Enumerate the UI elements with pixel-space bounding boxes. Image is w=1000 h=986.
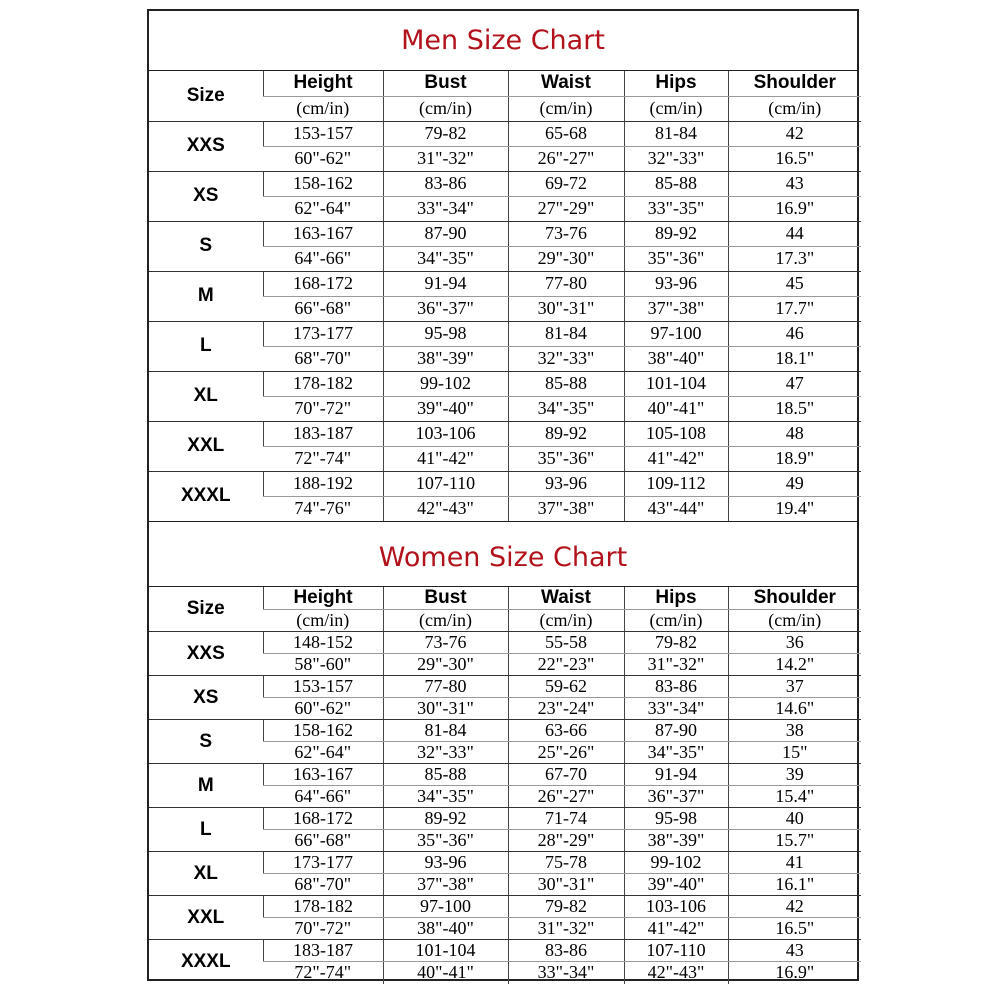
size-label: XXXL <box>180 950 231 972</box>
cm-value: 158-162 <box>263 720 383 742</box>
cm-value: 36 <box>728 632 861 654</box>
table-row <box>149 896 861 918</box>
cm-value: 97-100 <box>624 321 728 346</box>
inch-value: 36"-37" <box>383 296 508 321</box>
inch-value: 40"-41" <box>383 962 508 984</box>
unit-label: (cm/in) <box>624 96 728 121</box>
cm-value: 63-66 <box>508 720 624 742</box>
inch-value: 41"-42" <box>624 446 728 471</box>
cm-value: 83-86 <box>624 676 728 698</box>
inch-value: 17.3" <box>728 246 861 271</box>
inch-value: 64"-66" <box>263 246 383 271</box>
inch-value: 33"-34" <box>624 698 728 720</box>
cm-value: 73-76 <box>383 632 508 654</box>
column-header: Waist <box>508 587 624 610</box>
unit-label: (cm/in) <box>263 96 383 121</box>
size-label: XXS <box>149 121 263 171</box>
inch-value: 39"-40" <box>383 396 508 421</box>
cm-value: 44 <box>728 221 861 246</box>
inch-value: 58"-60" <box>263 654 383 676</box>
inch-value: 62"-64" <box>263 742 383 764</box>
inch-value: 60"-62" <box>263 146 383 171</box>
inch-value: 15" <box>728 742 861 764</box>
cm-value: 85-88 <box>508 371 624 396</box>
inch-value: 23"-24" <box>508 698 624 720</box>
size-label: S <box>149 221 263 271</box>
cm-value: 89-92 <box>383 808 508 830</box>
cm-value: 77-80 <box>508 271 624 296</box>
unit-label: (cm/in) <box>263 610 383 632</box>
inch-value: 37"-38" <box>383 874 508 896</box>
cm-value: 81-84 <box>624 121 728 146</box>
cm-value: 103-106 <box>383 421 508 446</box>
inch-value: 38"-40" <box>624 346 728 371</box>
cm-value: 95-98 <box>624 808 728 830</box>
size-label: L <box>149 321 263 371</box>
cm-value: 97-100 <box>383 896 508 918</box>
cm-value: 37 <box>728 676 861 698</box>
size-label: XS <box>149 676 263 720</box>
table-row <box>149 940 861 962</box>
column-header: Bust <box>383 71 508 96</box>
inch-value: 14.2" <box>728 654 861 676</box>
inch-value: 16.1" <box>728 874 861 896</box>
men-size-table <box>149 71 861 521</box>
inch-value: 27"-29" <box>508 196 624 221</box>
inch-value: 72"-74" <box>294 962 352 983</box>
cm-value: 93-96 <box>383 852 508 874</box>
inch-value: 34"-35" <box>383 246 508 271</box>
cm-value: 91-94 <box>383 271 508 296</box>
inch-value: 35"-36" <box>383 830 508 852</box>
table-row <box>149 271 861 296</box>
cm-value: 38 <box>728 720 861 742</box>
inch-value: 68"-70" <box>263 874 383 896</box>
cm-value: 99-102 <box>624 852 728 874</box>
inch-value: 64"-66" <box>263 786 383 808</box>
cm-value: 183-187 <box>263 421 383 446</box>
cm-value: 183-187 <box>263 940 383 962</box>
cm-value: 43 <box>728 171 861 196</box>
inch-value: 33"-34" <box>508 962 624 984</box>
inch-value: 34"-35" <box>383 786 508 808</box>
inch-value: 42"-43" <box>624 962 728 984</box>
size-label: XXXL <box>180 485 231 507</box>
cm-value: 101-104 <box>383 940 508 962</box>
table-row <box>149 471 861 496</box>
cm-value: 77-80 <box>383 676 508 698</box>
inch-value: 26"-27" <box>508 146 624 171</box>
cm-value: 85-88 <box>383 764 508 786</box>
cm-value: 81-84 <box>508 321 624 346</box>
inch-value: 16.9" <box>728 962 861 984</box>
cm-value: 65-68 <box>508 121 624 146</box>
header-row <box>149 71 861 96</box>
inch-value: 39"-40" <box>624 874 728 896</box>
cm-value: 45 <box>728 271 861 296</box>
inch-value: 66"-68" <box>263 830 383 852</box>
inch-value: 29"-30" <box>508 246 624 271</box>
inch-value: 35"-36" <box>624 246 728 271</box>
table-row <box>149 371 861 396</box>
inch-value: 15.4" <box>728 786 861 808</box>
cm-value: 93-96 <box>624 271 728 296</box>
size-label: XL <box>149 371 263 421</box>
inch-value: 72"-74" <box>263 446 383 471</box>
inch-value: 16.5" <box>728 146 861 171</box>
inch-value: 29"-30" <box>383 654 508 676</box>
size-label: S <box>149 720 263 764</box>
cm-value: 173-177 <box>263 852 383 874</box>
cm-value: 67-70 <box>508 764 624 786</box>
inch-value: 42"-43" <box>383 496 508 521</box>
column-header: Hips <box>624 587 728 610</box>
cm-value: 101-104 <box>624 371 728 396</box>
cm-value: 79-82 <box>383 121 508 146</box>
table-row <box>149 632 861 654</box>
inch-value: 17.7" <box>728 296 861 321</box>
cm-value: 168-172 <box>263 808 383 830</box>
column-header: Height <box>263 587 383 610</box>
unit-label: (cm/in) <box>383 610 508 632</box>
inch-value: 68"-70" <box>263 346 383 371</box>
inch-value: 32"-33" <box>624 146 728 171</box>
cm-value: 75-78 <box>508 852 624 874</box>
table-row <box>149 720 861 742</box>
inch-value: 30"-31" <box>508 296 624 321</box>
inch-value: 70"-72" <box>263 396 383 421</box>
cm-value: 178-182 <box>263 896 383 918</box>
column-header: Shoulder <box>728 71 861 96</box>
size-header: Size <box>149 587 263 632</box>
cm-value: 168-172 <box>263 271 383 296</box>
size-label: XXL <box>149 896 263 940</box>
column-header: Bust <box>383 587 508 610</box>
cm-value: 69-72 <box>508 171 624 196</box>
cm-value: 153-157 <box>263 676 383 698</box>
cm-value: 99-102 <box>383 371 508 396</box>
inch-value: 40"-41" <box>624 396 728 421</box>
cm-value: 39 <box>728 764 861 786</box>
inch-value: 34"-35" <box>624 742 728 764</box>
cm-value: 103-106 <box>624 896 728 918</box>
inch-value: 25"-26" <box>508 742 624 764</box>
inch-value: 18.1" <box>728 346 861 371</box>
inch-value: 38"-39" <box>383 346 508 371</box>
cm-value: 59-62 <box>508 676 624 698</box>
inch-value: 36"-37" <box>624 786 728 808</box>
cm-value: 83-86 <box>508 940 624 962</box>
size-label: L <box>149 808 263 852</box>
inch-value: 30"-31" <box>383 698 508 720</box>
size-label: M <box>149 764 263 808</box>
table-row <box>149 764 861 786</box>
table-row <box>149 321 861 346</box>
unit-label: (cm/in) <box>728 96 861 121</box>
inch-value: 30"-31" <box>508 874 624 896</box>
inch-value: 31"-32" <box>624 654 728 676</box>
unit-label: (cm/in) <box>624 610 728 632</box>
inch-value: 37"-38" <box>624 296 728 321</box>
inch-value: 19.4" <box>728 496 861 521</box>
unit-label: (cm/in) <box>508 610 624 632</box>
size-header: Size <box>149 71 263 121</box>
cm-value: 188-192 <box>263 471 383 496</box>
size-label: XL <box>149 852 263 896</box>
cm-value: 158-162 <box>263 171 383 196</box>
inch-value: 33"-34" <box>383 196 508 221</box>
inch-value: 28"-29" <box>508 830 624 852</box>
cm-value: 87-90 <box>624 720 728 742</box>
table-row <box>149 421 861 446</box>
cm-value: 46 <box>728 321 861 346</box>
inch-value: 15.7" <box>728 830 861 852</box>
cm-value: 43 <box>728 940 861 962</box>
cm-value: 109-112 <box>624 471 728 496</box>
cm-value: 91-94 <box>624 764 728 786</box>
inch-value: 41"-42" <box>624 918 728 940</box>
cm-value: 47 <box>728 371 861 396</box>
table-row <box>149 676 861 698</box>
size-label: M <box>149 271 263 321</box>
inch-value: 41"-42" <box>383 446 508 471</box>
inch-value: 16.5" <box>728 918 861 940</box>
cm-value: 79-82 <box>508 896 624 918</box>
men-chart-title <box>149 11 857 71</box>
cm-value: 81-84 <box>383 720 508 742</box>
cm-value: 55-58 <box>508 632 624 654</box>
column-header: Hips <box>624 71 728 96</box>
cm-value: 89-92 <box>624 221 728 246</box>
cm-value: 48 <box>728 421 861 446</box>
table-row <box>149 808 861 830</box>
inch-value: 62"-64" <box>263 196 383 221</box>
cm-value: 42 <box>728 121 861 146</box>
cm-value: 49 <box>728 471 861 496</box>
cm-value: 71-74 <box>508 808 624 830</box>
cm-value: 163-167 <box>263 221 383 246</box>
inch-value: 38"-40" <box>383 918 508 940</box>
inch-value: 38"-39" <box>624 830 728 852</box>
inch-value: 37"-38" <box>508 496 624 521</box>
table-row <box>149 171 861 196</box>
inch-value: 34"-35" <box>508 396 624 421</box>
table-row <box>149 221 861 246</box>
cm-value: 107-110 <box>624 940 728 962</box>
cm-value: 93-96 <box>508 471 624 496</box>
inch-value: 22"-23" <box>508 654 624 676</box>
inch-value: 18.5" <box>728 396 861 421</box>
cm-value: 79-82 <box>624 632 728 654</box>
cm-value: 87-90 <box>383 221 508 246</box>
women-chart-title <box>149 521 857 587</box>
inch-value: 33"-35" <box>624 196 728 221</box>
cm-value: 107-110 <box>383 471 508 496</box>
cm-value: 105-108 <box>624 421 728 446</box>
cm-value: 173-177 <box>263 321 383 346</box>
men-chart-title-text: Men Size Chart <box>401 25 605 56</box>
cm-value: 95-98 <box>383 321 508 346</box>
column-header: Shoulder <box>728 587 861 610</box>
size-label: XXL <box>149 421 263 471</box>
inch-value: 14.6" <box>728 698 861 720</box>
inch-value: 32"-33" <box>383 742 508 764</box>
cm-value: 89-92 <box>508 421 624 446</box>
inch-value: 31"-32" <box>508 918 624 940</box>
size-label: XXS <box>149 632 263 676</box>
cm-value: 40 <box>728 808 861 830</box>
column-header: Waist <box>508 71 624 96</box>
cm-value: 148-152 <box>263 632 383 654</box>
inch-value: 60"-62" <box>263 698 383 720</box>
table-row <box>149 852 861 874</box>
women-size-table <box>149 587 861 984</box>
size-chart-frame <box>147 9 859 981</box>
unit-label: (cm/in) <box>728 610 861 632</box>
unit-label: (cm/in) <box>383 96 508 121</box>
cm-value: 83-86 <box>383 171 508 196</box>
size-label: XS <box>149 171 263 221</box>
cm-value: 153-157 <box>263 121 383 146</box>
unit-label: (cm/in) <box>508 96 624 121</box>
cm-value: 85-88 <box>624 171 728 196</box>
header-row <box>149 587 861 610</box>
inch-value: 66"-68" <box>263 296 383 321</box>
inch-value: 26"-27" <box>508 786 624 808</box>
inch-value: 35"-36" <box>508 446 624 471</box>
inch-value: 74"-76" <box>294 498 352 519</box>
cm-value: 41 <box>728 852 861 874</box>
inch-value: 18.9" <box>728 446 861 471</box>
table-row <box>149 121 861 146</box>
column-header: Height <box>263 71 383 96</box>
cm-value: 178-182 <box>263 371 383 396</box>
cm-value: 73-76 <box>508 221 624 246</box>
cm-value: 163-167 <box>263 764 383 786</box>
inch-value: 16.9" <box>728 196 861 221</box>
inch-value: 43"-44" <box>624 496 728 521</box>
women-chart-title-text: Women Size Chart <box>378 542 628 573</box>
inch-value: 32"-33" <box>508 346 624 371</box>
inch-value: 31"-32" <box>383 146 508 171</box>
inch-value: 70"-72" <box>263 918 383 940</box>
cm-value: 42 <box>728 896 861 918</box>
